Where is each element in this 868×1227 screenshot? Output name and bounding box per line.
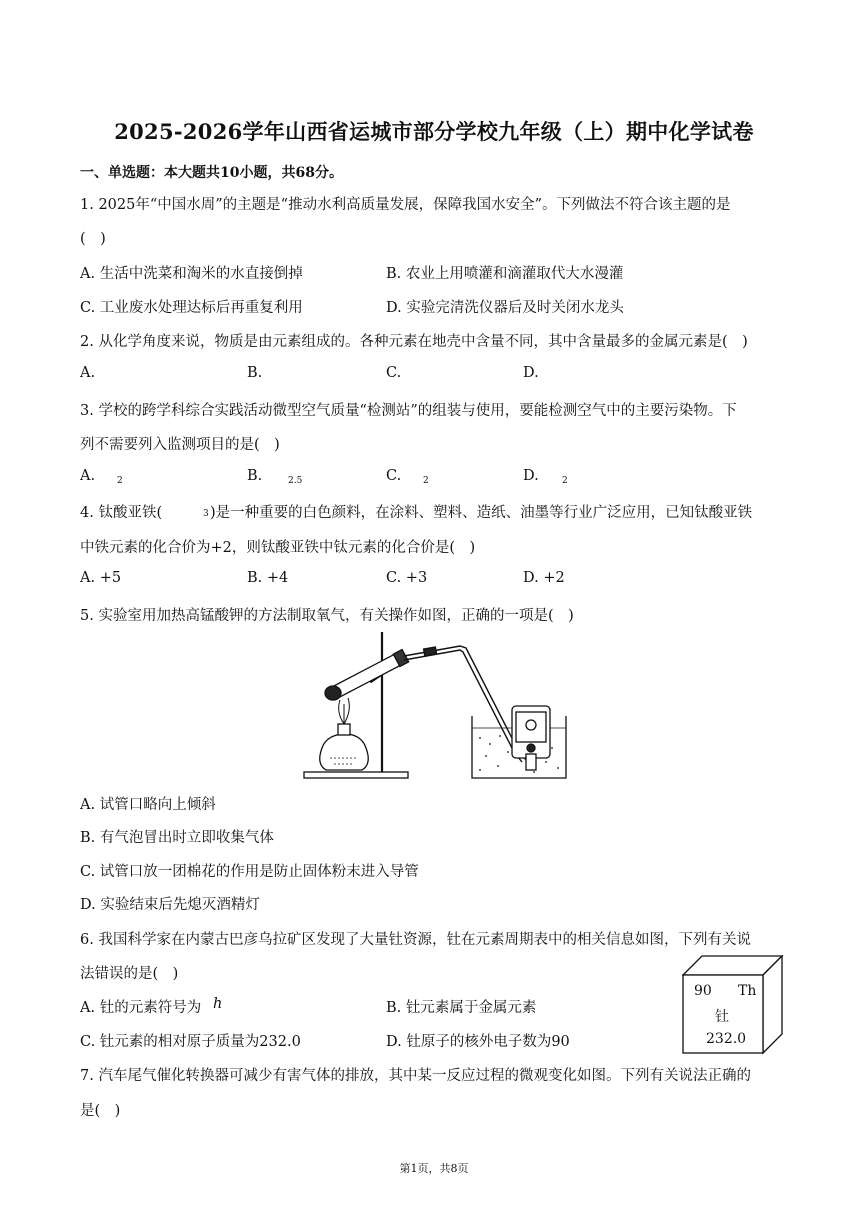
q1-option-c: C. 工业废水处理达标后再重复利用: [80, 300, 303, 316]
q6-option-a-symbol: h: [213, 996, 223, 1012]
q2-option-a: A.: [80, 365, 96, 381]
q3-stem-line1: 3. 学校的跨学科综合实践活动微型空气质量“检测站”的组装与使用，要能检测空气中的主要污染物。下: [80, 403, 737, 419]
q1-option-d: D. 实验完清洗仪器后及时关闭水龙头: [386, 300, 624, 316]
element-atomic-mass: 232.0: [706, 1031, 747, 1047]
q3-option-c: C.: [386, 468, 402, 484]
q3-option-b-subscript: 2.5: [288, 476, 303, 486]
q4-option-a: A. +5: [80, 570, 122, 586]
q1-stem-line1: 1. 2025年“中国水周”的主题是“推动水利高质量发展，保障我国水安全”。下列做法不符合该主题的是: [80, 197, 731, 213]
q4-stem-line2: 中铁元素的化合价为+2，则钛酸亚铁中钛元素的化合价是( ): [80, 540, 476, 556]
q5-option-c: C. 试管口放一团棉花的作用是防止固体粉末进入导管: [80, 864, 419, 880]
q7-stem-line2: 是( ): [80, 1103, 121, 1119]
q5-stem: 5. 实验室用加热高锰酸钾的方法制取氧气，有关操作如图，正确的一项是( ): [80, 608, 574, 624]
element-card-thorium: [682, 955, 785, 1055]
q4-option-c: C. +3: [386, 570, 428, 586]
page-title: 2025-2026学年山西省运城市部分学校九年级（上）期中化学试卷: [114, 119, 754, 144]
q6-option-a: A. 钍的元素符号为: [80, 1000, 202, 1016]
q2-option-d: D.: [523, 365, 539, 381]
q3-option-d-subscript: 2: [562, 476, 568, 486]
q5-option-b: B. 有气泡冒出时立即收集气体: [80, 830, 274, 846]
q3-option-a: A.: [80, 468, 96, 484]
element-atomic-number: 90: [694, 983, 712, 999]
oxygen-apparatus-figure: [300, 628, 570, 780]
q2-option-b: B.: [247, 365, 263, 381]
q6-option-c: C. 钍元素的相对原子质量为232.0: [80, 1034, 301, 1050]
q6-option-b: B. 钍元素属于金属元素: [386, 1000, 537, 1016]
q4-option-d: D. +2: [523, 570, 565, 586]
element-name: 钍: [715, 1009, 729, 1025]
page-footer: 第1页，共8页: [399, 1162, 469, 1175]
q1-stem-line2: ( ): [80, 231, 106, 247]
section-heading: 一、单选题：本大题共10小题，共68分。: [80, 165, 343, 181]
q6-stem-line1: 6. 我国科学家在内蒙古巴彦乌拉矿区发现了大量钍资源，钍在元素周期表中的相关信息如图，下列有关说: [80, 932, 751, 948]
q4-option-b: B. +4: [247, 570, 289, 586]
q6-option-d: D. 钍原子的核外电子数为90: [386, 1034, 570, 1050]
q3-stem-line2: 列不需要列入监测项目的是( ): [80, 437, 280, 453]
q3-option-a-subscript: 2: [117, 476, 123, 486]
q6-stem-line2: 法错误的是( ): [80, 966, 179, 982]
q5-option-a: A. 试管口略向上倾斜: [80, 797, 216, 813]
q4-stem-line1-start: 4. 钛酸亚铁(: [80, 505, 163, 521]
q2-option-c: C.: [386, 365, 402, 381]
q7-stem-line1: 7. 汽车尾气催化转换器可减少有害气体的排放，其中某一反应过程的微观变化如图。下列有关说法正确的: [80, 1068, 751, 1084]
q1-option-b: B. 农业上用喷灌和滴灌取代大水漫灌: [386, 266, 624, 282]
q3-option-b: B.: [247, 468, 263, 484]
q4-stem-line1-end: )是一种重要的白色颜料，在涂料、塑料、造纸、油墨等行业广泛应用，已知钛酸亚铁: [210, 505, 753, 521]
element-symbol: Th: [738, 983, 757, 999]
q3-option-d: D.: [523, 468, 539, 484]
q1-option-a: A. 生活中洗菜和淘米的水直接倒掉: [80, 266, 303, 282]
q3-option-c-subscript: 2: [423, 476, 429, 486]
q5-option-d: D. 实验结束后先熄灭酒精灯: [80, 897, 260, 913]
q4-formula-subscript: 3: [203, 509, 209, 519]
q2-stem: 2. 从化学角度来说，物质是由元素组成的。各种元素在地壳中含量不同，其中含量最多的金属元素是( ): [80, 334, 748, 350]
